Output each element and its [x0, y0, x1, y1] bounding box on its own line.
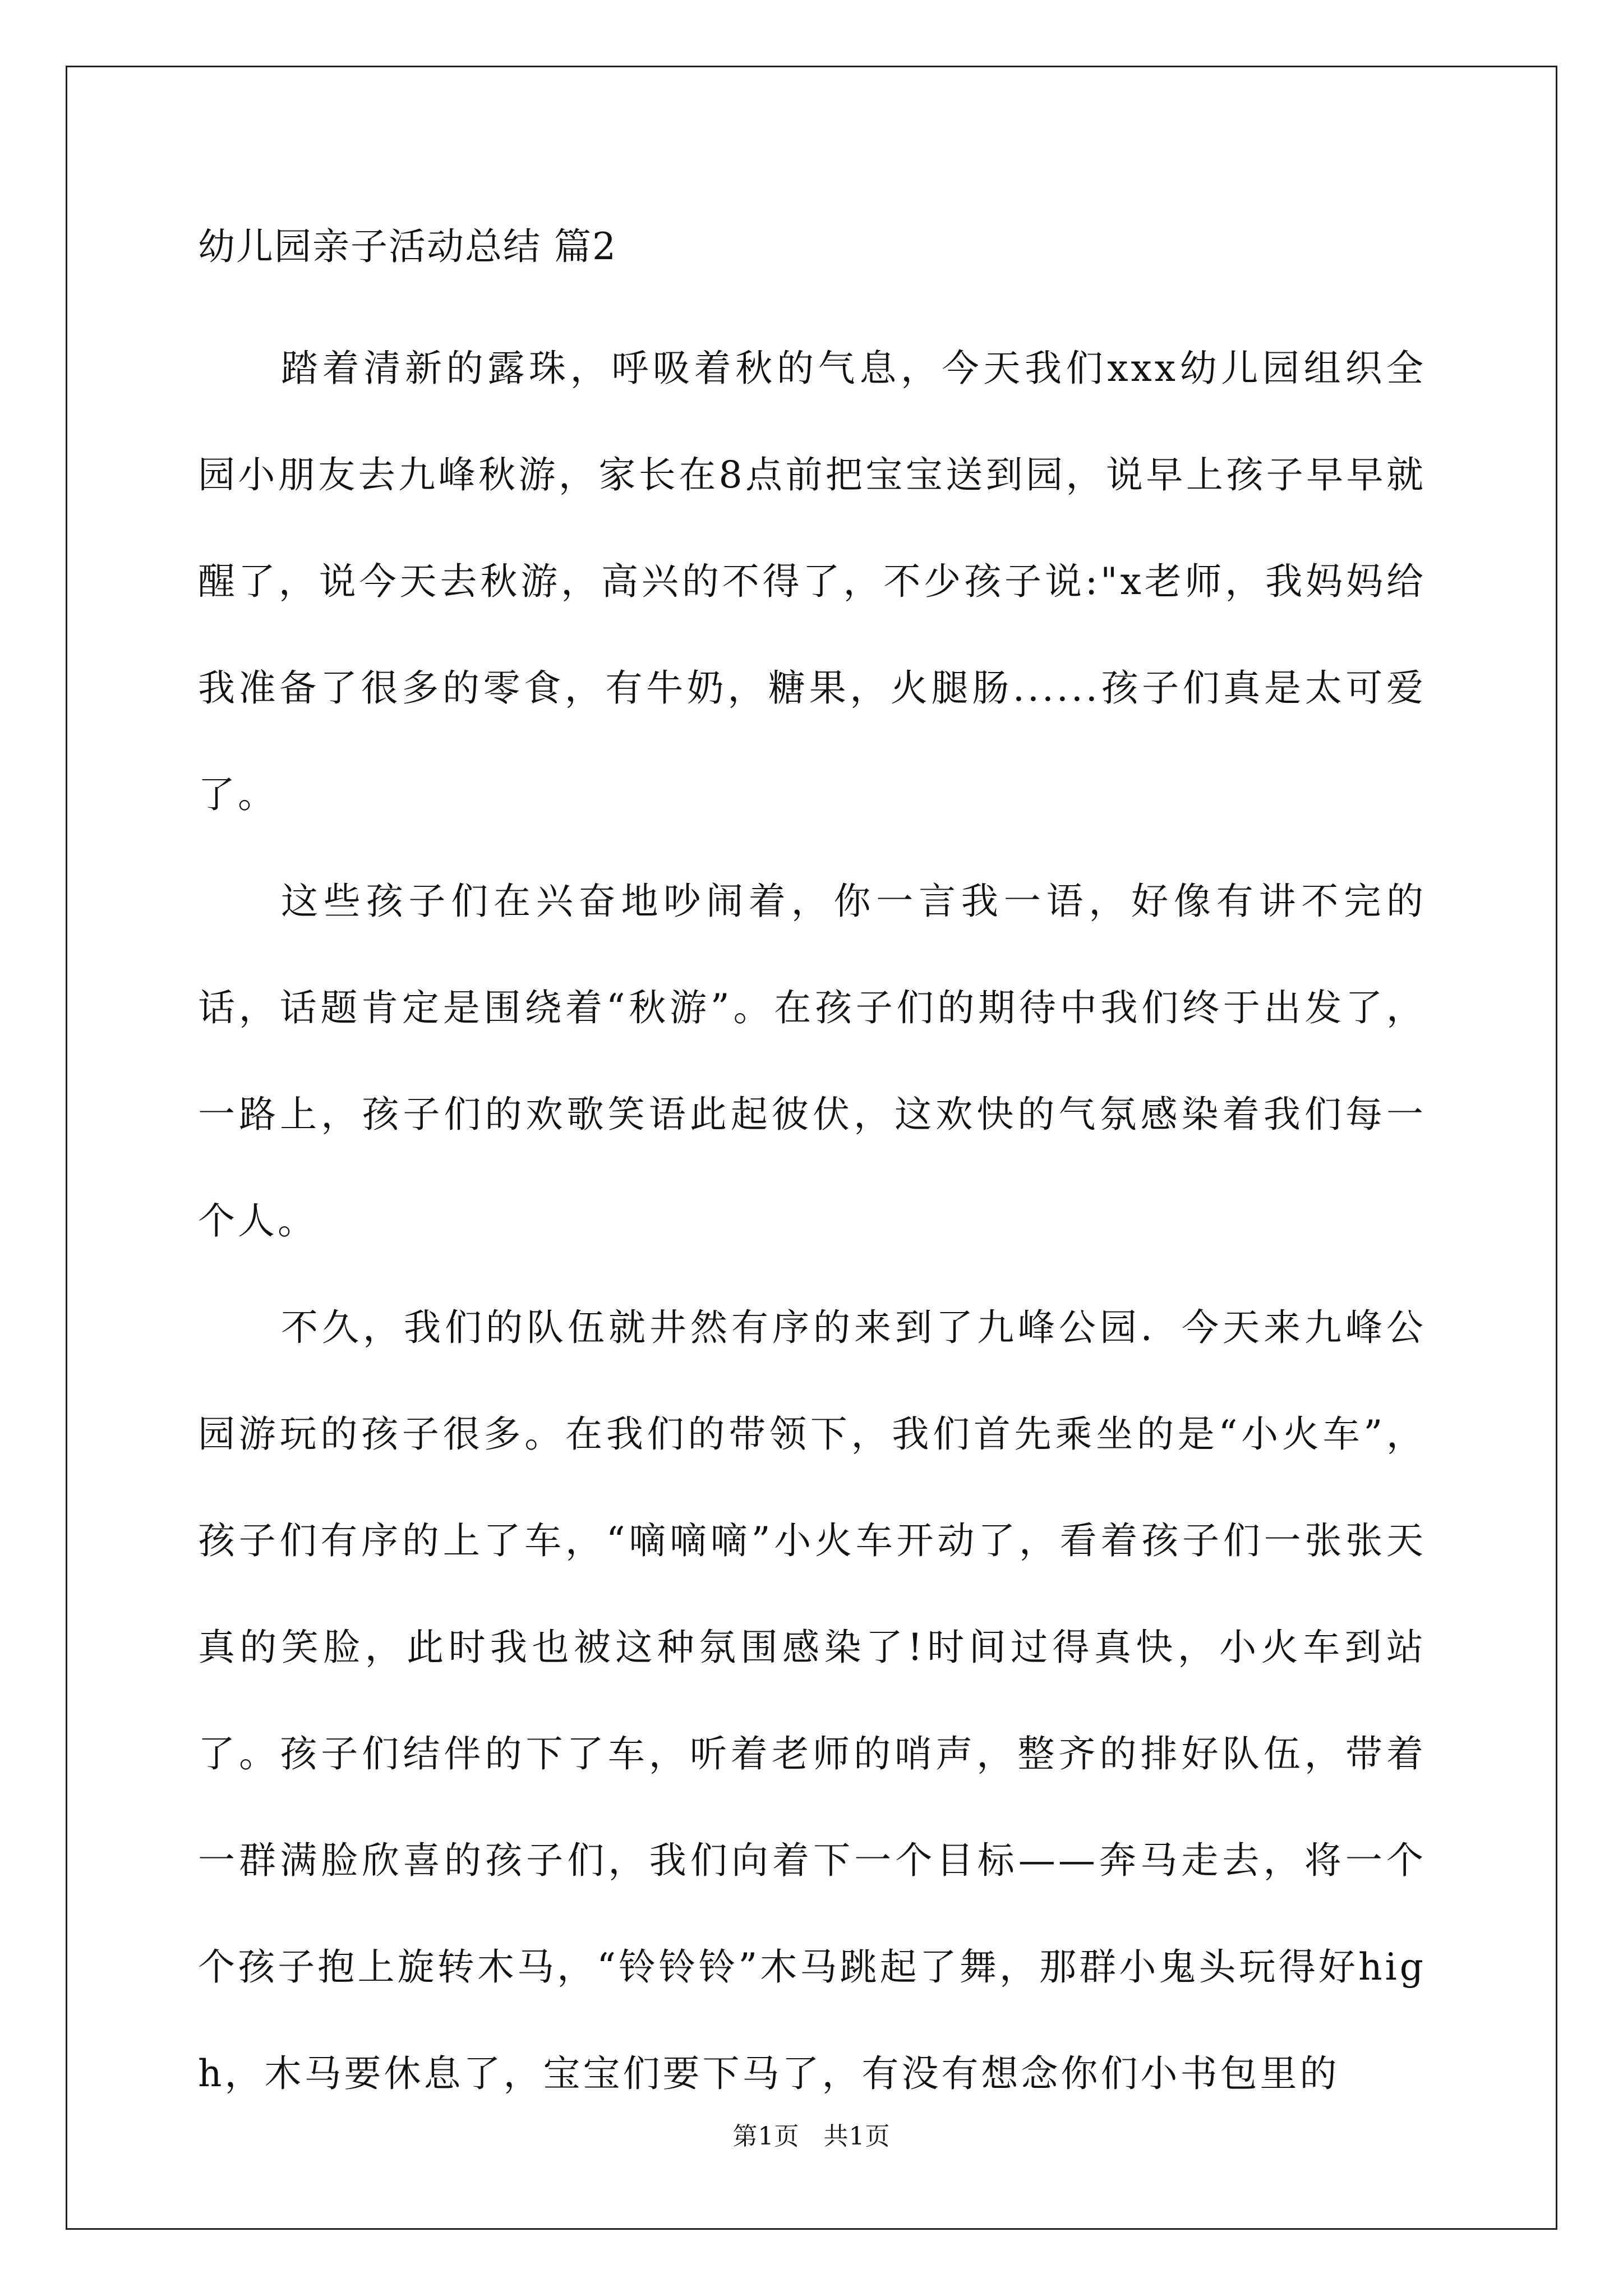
- page-number: 第1页: [732, 2122, 800, 2151]
- paragraph-2: 这些孩子们在兴奋地吵闹着，你一言我一语，好像有讲不完的话，话题肯定是围绕着“秋游”。在孩子们的期待中我们终于出发了，一路上，孩子们的欢歌笑语此起彼伏，这欢快的气氛感染着我们每一个人。: [198, 880, 1426, 1243]
- paragraph-3: 不久，我们的队伍就井然有序的来到了九峰公园．今天来九峰公园游玩的孩子很多。在我们的带领下，我们首先乘坐的是“小火车”，孩子们有序的上了车，“嘀嘀嘀”小火车开动了，看着孩子们一张张天真的笑脸，此时我也被这种氛围感染了!时间过得真快，小火车到站了。孩子们结伴的下了车，听着老师的哨声，整齐的排好队伍，带着一群满脸欣喜的孩子们，我们向着下一个目标——奔马走去，将一个个孩子抱上旋转木马，“铃铃铃”木马跳起了舞，那群小鬼头玩得好high，木马要休息了，宝宝们要下马了，有没有想念你们小书包里的: [198, 1306, 1426, 2095]
- document-title: 幼儿园亲子活动总结 篇2: [198, 225, 617, 268]
- paragraph-1: 踏着清新的露珠，呼吸着秋的气息，今天我们xxx幼儿园组织全园小朋友去九峰秋游，家长在8点前把宝宝送到园，说早上孩子早早就醒了，说今天去秋游，高兴的不得了，不少孩子说:"x老师，我妈妈给我准备了很多的零食，有牛奶，糖果，火腿肠......孩子们真是太可爱了。: [198, 347, 1426, 816]
- page-total: 共1页: [823, 2122, 891, 2151]
- document-body: [198, 213, 1426, 2127]
- page-footer: [0, 2120, 1623, 2154]
